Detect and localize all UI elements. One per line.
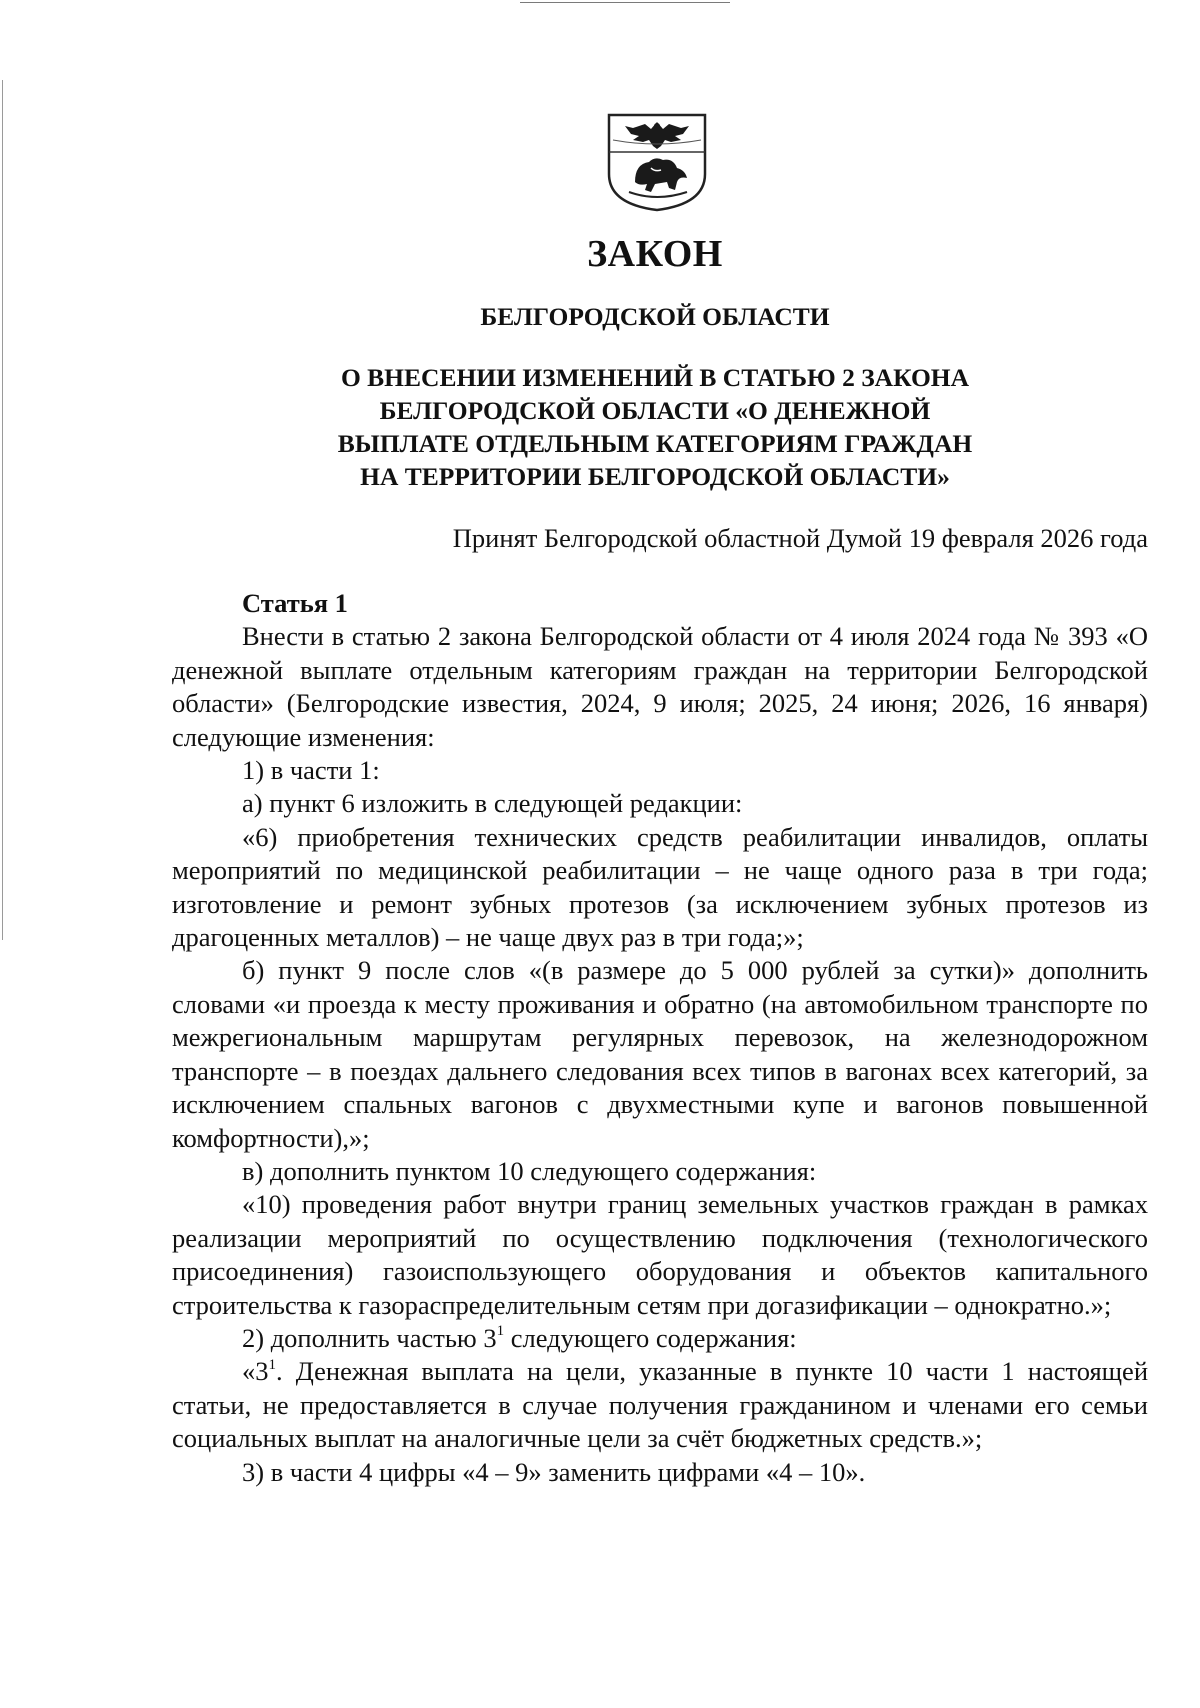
- document-subject: [0, 361, 1200, 493]
- subject-line: НА ТЕРРИТОРИИ БЕЛГОРОДСКОЙ ОБЛАСТИ»: [360, 462, 950, 491]
- amendment-quote-text: . Денежная выплата на цели, указанные в пункте 10 части 1 настоящей статьи, не предоставляется в случае получения гражданином и членами его семьи социальных выплат на аналогичные цели за счёт бюджетных средств.»;: [172, 1356, 1148, 1454]
- amendment-item-text: 2) дополнить частью 3: [242, 1322, 497, 1353]
- amendment-text: «10) проведения работ внутри границ земельных участков граждан в рамках реализации мероприятий по осуществлению подключения (технологического присоединения) газоиспользующего оборудования и объектов капитального строительства к газораспределительным сетям при догазификации – однократно.»;: [172, 1189, 1148, 1320]
- superscript: 1: [268, 1356, 276, 1373]
- amendment-text: «6) приобретения технических средств реабилитации инвалидов, оплаты мероприятий по медицинской реабилитации – не чаще одного раза в три года; изготовление и ремонт зубных протезов (за исключением зубных протезов из драгоценных металлов) – не чаще двух раз в три года;»;: [172, 821, 1148, 953]
- scan-border-top: [520, 2, 730, 3]
- subject-line: БЕЛГОРОДСКОЙ ОБЛАСТИ «О ДЕНЕЖНОЙ: [379, 396, 931, 425]
- coat-of-arms-icon: [605, 112, 709, 212]
- amendment-quote-open: «3: [242, 1356, 269, 1387]
- subject-line: ВЫПЛАТЕ ОТДЕЛЬНЫМ КАТЕГОРИЯМ ГРАЖДАН: [337, 429, 973, 458]
- amendment-subitem: в) дополнить пунктом 10 следующего содержания:: [242, 1155, 817, 1186]
- scan-border-left: [2, 80, 3, 940]
- amendment-subitem: а) пункт 6 изложить в следующей редакции:: [242, 788, 743, 819]
- article-body: [172, 587, 1148, 1489]
- document-region: БЕЛГОРОДСКОЙ ОБЛАСТИ: [480, 302, 830, 331]
- amendment-text: [172, 1355, 1148, 1455]
- amendment-subitem: б) пункт 9 после слов «(в размере до 5 000 рублей за сутки)» дополнить словами «и проезда к месту проживания и обратно (на автомобильном транспорте по межрегиональным маршрутам регулярных перевозок, на железнодорожном транспорте – в поездах дальнего следования всех типов в вагонах всех категорий, за исключением спальных вагонов с двухместными купе и вагонов повышенной комфортности),»;: [172, 955, 1148, 1153]
- amendment-item-text: следующего содержания:: [504, 1322, 797, 1353]
- amendment-item: 1) в части 1:: [242, 755, 380, 786]
- adoption-note: Принят Белгородской областной Думой 19 февраля 2026 года: [452, 523, 1148, 553]
- article-intro: Внести в статью 2 закона Белгородской области от 4 июля 2024 года № 393 «О денежной выплате отдельным категориям граждан на территории Белгородской области» (Белгородские известия, 2024, 9 июля; 2025, 24 июня; 2026, 16 января) следующие изменения:: [172, 621, 1148, 752]
- superscript: 1: [496, 1323, 505, 1340]
- article-heading: Статья 1: [242, 588, 348, 618]
- amendment-item: [172, 1322, 1148, 1355]
- amendment-item: 3) в части 4 цифры «4 – 9» заменить цифрами «4 – 10».: [242, 1456, 866, 1487]
- subject-line: О ВНЕСЕНИИ ИЗМЕНЕНИЙ В СТАТЬЮ 2 ЗАКОНА: [340, 363, 970, 392]
- document-title: ЗАКОН: [587, 233, 723, 275]
